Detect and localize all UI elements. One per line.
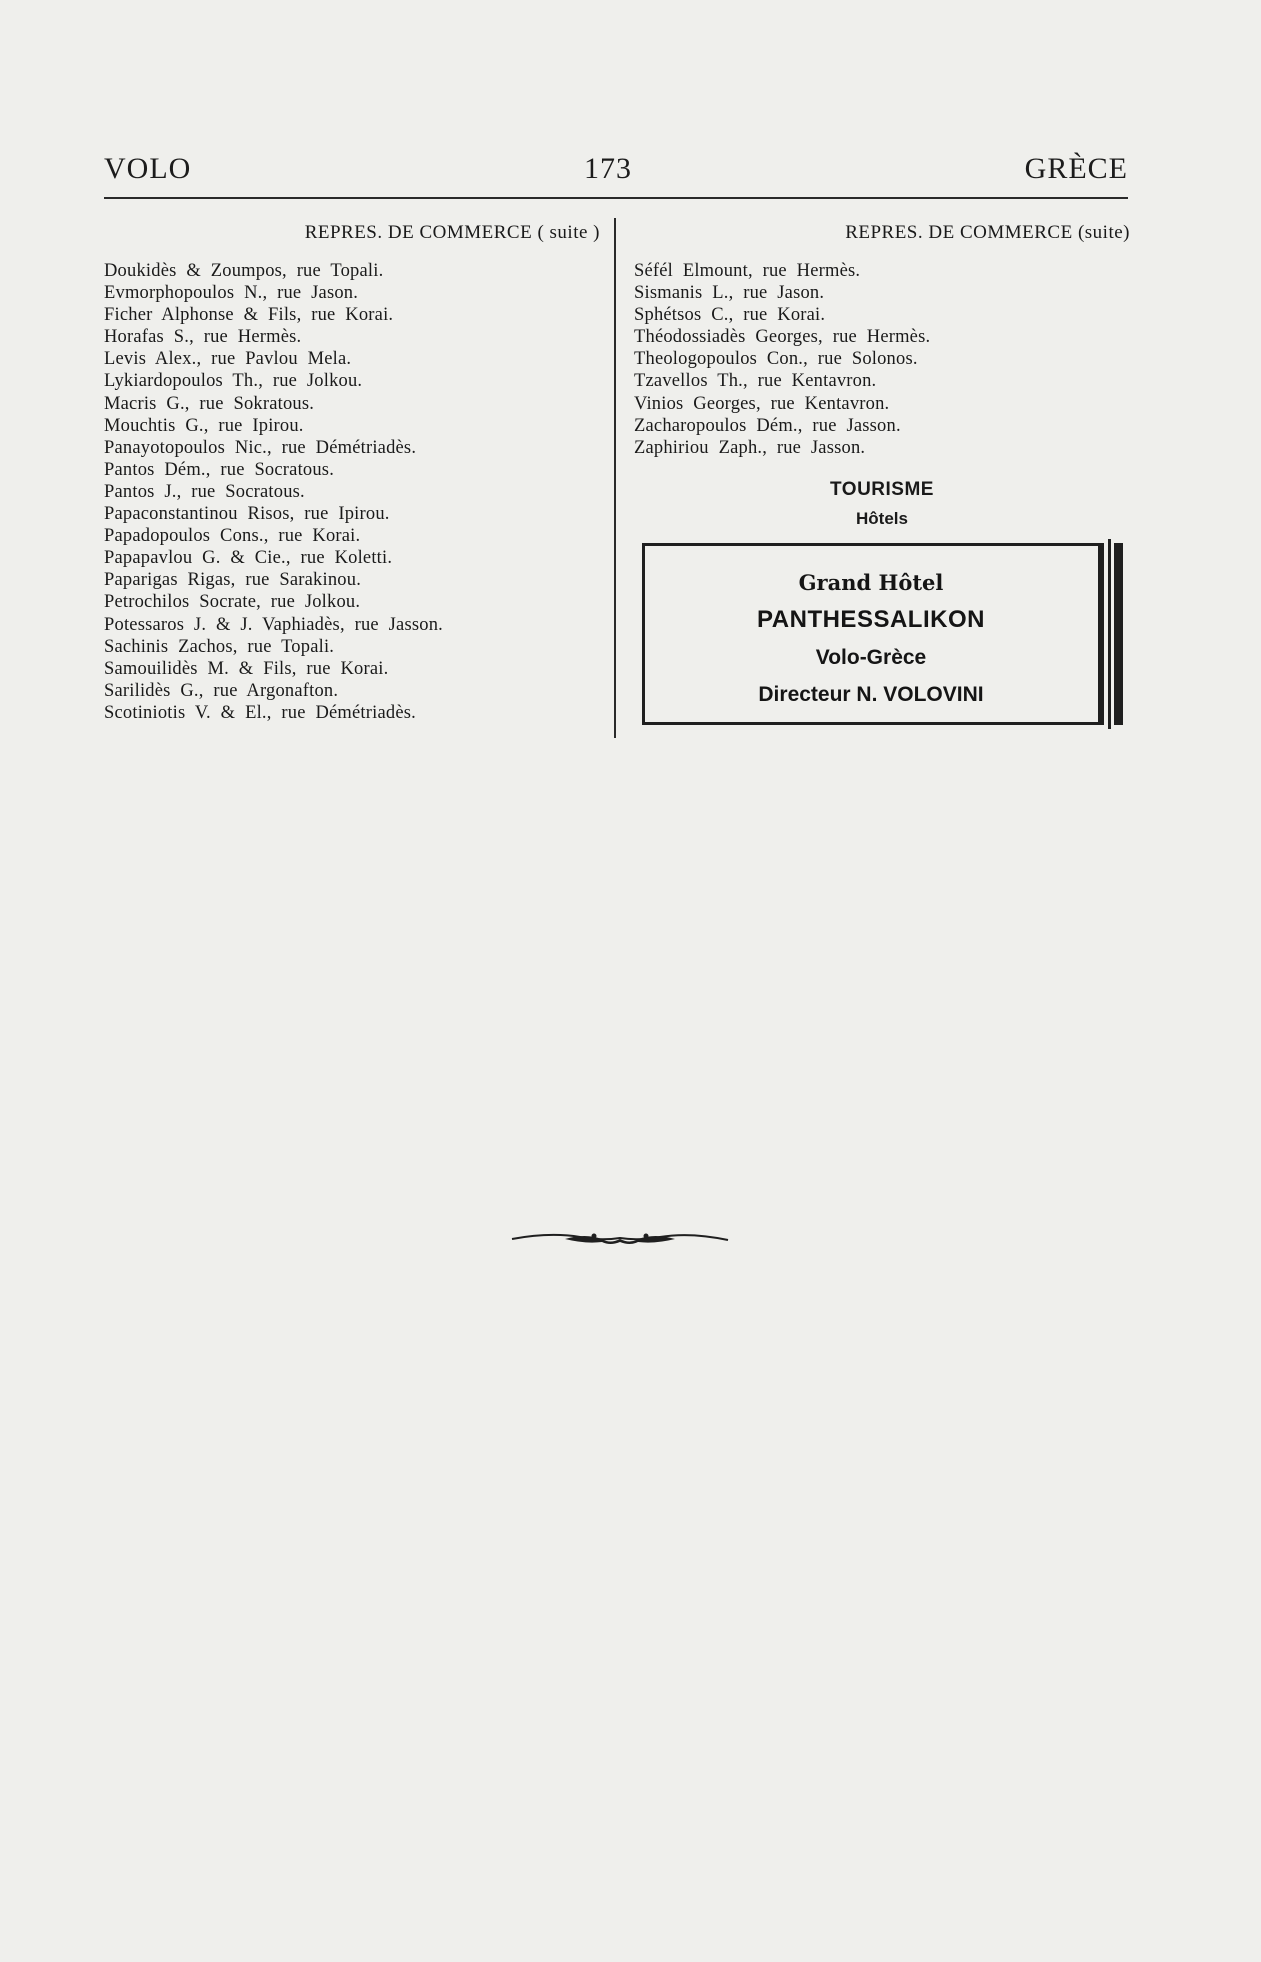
list-item: Papapavlou G. & Cie., rue Koletti. — [104, 548, 393, 569]
list-item: Pantos Dém., rue Socratous. — [104, 459, 335, 480]
tourism-section — [634, 475, 1130, 533]
list-item: Vinios Georges, rue Kentavron. — [634, 393, 890, 414]
running-head-country: GRÈCE — [1024, 152, 1128, 185]
advertisement-border-bar — [1114, 543, 1123, 725]
left-section-header: REPRES. DE COMMERCE ( suite ) — [304, 222, 600, 243]
page-number: 173 — [584, 152, 632, 185]
list-item: Papaconstantinou Risos, rue Ipirou. — [104, 504, 390, 525]
list-item: Paparigas Rigas, rue Sarakinou. — [104, 570, 362, 591]
running-head-city: VOLO — [104, 152, 192, 185]
list-item: Zacharopoulos Dém., rue Jasson. — [634, 415, 901, 436]
ad-hotel-name: PANTHESSALIKON — [757, 606, 985, 633]
list-item: Petrochilos Socrate, rue Jolkou. — [104, 592, 361, 613]
list-item: Zaphiriou Zaph., rue Jasson. — [634, 437, 866, 458]
right-entry-list — [634, 260, 1130, 459]
advertisement-content — [642, 565, 1100, 713]
header-rule — [104, 197, 1128, 199]
list-item: Panayotopoulos Nic., rue Démétriadès. — [104, 437, 417, 458]
hotels-subtitle: Hôtels — [856, 508, 908, 528]
ornament-flourish-icon — [510, 1224, 730, 1254]
list-item: Sarilidès G., rue Argonafton. — [104, 680, 339, 701]
right-column — [634, 220, 1130, 533]
advertisement-border-bar — [1100, 543, 1104, 725]
ad-location: Volo-Grèce — [815, 646, 927, 669]
list-item: Tzavellos Th., rue Kentavron. — [634, 371, 877, 392]
list-item: Séfél Elmount, rue Hermès. — [634, 261, 861, 281]
list-item: Horafas S., rue Hermès. — [104, 327, 302, 348]
right-section-header: REPRES. DE COMMERCE (suite) — [845, 222, 1130, 243]
list-item: Sismanis L., rue Jason. — [634, 283, 825, 304]
list-item: Levis Alex., rue Pavlou Mela. — [104, 349, 352, 370]
list-item: Sphétsos C., rue Korai. — [634, 305, 826, 326]
list-item: Theologopoulos Con., rue Solonos. — [634, 349, 918, 370]
advertisement-border-bar — [1108, 539, 1111, 729]
list-item: Théodossiadès Georges, rue Hermès. — [634, 327, 931, 348]
list-item: Papadopoulos Cons., rue Korai. — [104, 526, 361, 547]
list-item: Ficher Alphonse & Fils, rue Korai. — [104, 305, 394, 326]
list-item: Potessaros J. & J. Vaphiadès, rue Jasson. — [104, 614, 443, 635]
list-item: Pantos J., rue Socratous. — [104, 481, 305, 502]
list-item: Scotiniotis V. & El., rue Démétriadès. — [104, 702, 416, 723]
list-item: Samouilidès M. & Fils, rue Korai. — [104, 658, 389, 679]
ad-hotel-type: Grand Hôtel — [798, 570, 944, 595]
left-entry-list — [104, 260, 604, 724]
list-item: Evmorphopoulos N., rue Jason. — [104, 283, 359, 304]
list-item: Mouchtis G., rue Ipirou. — [104, 415, 304, 436]
list-item: Sachinis Zachos, rue Topali. — [104, 636, 335, 657]
left-column — [104, 220, 604, 724]
list-item: Macris G., rue Sokratous. — [104, 393, 315, 414]
ad-director: Directeur N. VOLOVINI — [758, 683, 984, 706]
hotel-advertisement — [642, 543, 1122, 728]
tourism-title: TOURISME — [830, 478, 934, 500]
running-head — [104, 152, 1128, 196]
column-divider — [614, 218, 616, 738]
list-item: Doukidès & Zoumpos, rue Topali. — [104, 261, 384, 281]
list-item: Lykiardopoulos Th., rue Jolkou. — [104, 371, 363, 392]
